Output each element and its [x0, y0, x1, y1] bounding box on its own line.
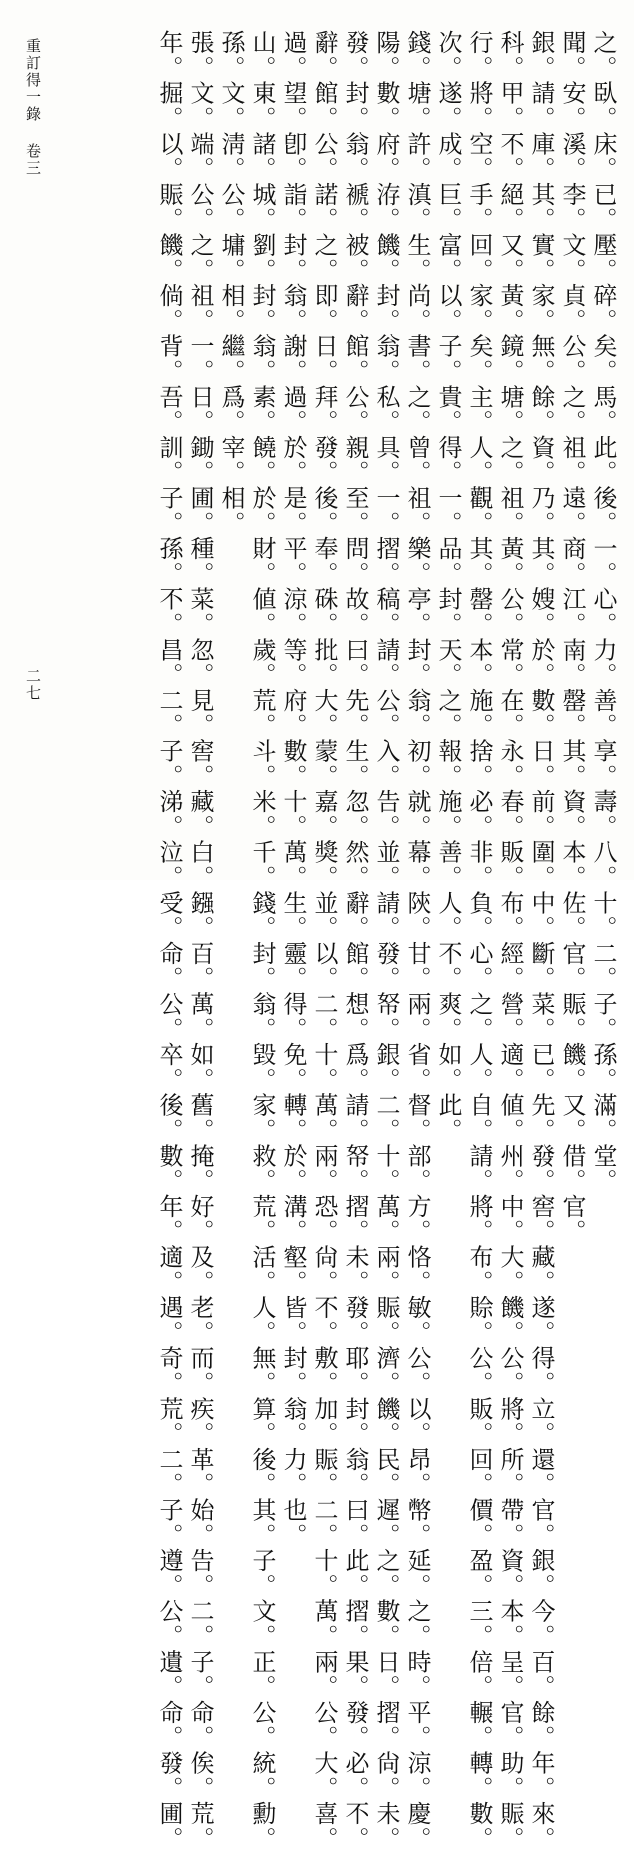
text-column: 之。臥。床。已。壓。碎。矣。馬。此。後。一。心。力。善。享。壽。八。十。二。子。孫。滿。堂。 [589, 30, 617, 1194]
text-column: 張。文。端。公。之。祖。一。日。鋤。圃。種。菜。忽。見。窖。藏。白。鏹。百。萬。如。舊。掩。好。及。老。而。疾。革。始。告。二。子。命。俟。荒。 [186, 30, 214, 1852]
text-column: 發。封。翁。褫。被。辭。館。公。親。至。問。故。曰。先。生。忽。然。辭。館。想。爲。請。帑。摺。未。發。耶。封。翁。曰。此。摺。果。發。必。不。 [341, 30, 369, 1852]
running-title: 重訂得一錄 卷三 [24, 38, 42, 177]
text-column: 錢。塘。許。滇。生。尚。書。之。曾。祖。樂。亭。封。翁。初。就。幕。陝。甘。兩。省。督。部。方。恪。敏。公。以。昂。幣。延。之。時。平。涼。慶。 [403, 30, 431, 1852]
text-column: 孫。文。淸。公。墉。相。繼。爲。宰。相。 [217, 30, 245, 536]
text-column: 銀。請。庫。其。實。家。無。餘。資。乃。其。嫂。於。數。日。前。圍。中。斷。菜。已。先。發。窖。藏。遂。得。立。還。官。銀。今。百。餘。年。來。 [527, 30, 555, 1852]
text-column: 過。望。卽。詣。封。翁。謝。過。於。是。平。涼。等。府。數。十。萬。生。靈。得。免。轉。於。溝。壑。皆。封。翁。力。也。 [279, 30, 307, 1548]
text-column: 陽。數。府。洊。饑。封。翁。私。具。一。摺。稿。請。公。入。告。並。請。發。帑。銀。二。十。萬。兩。賑。濟。饑。民。遲。之。數。日。摺。尙。未。 [372, 30, 400, 1852]
text-column: 辭。館。公。諾。之。即。日。拜。發。後。奉。硃。批。大。蒙。嘉。獎。並。以。二。十。萬。兩。恐。尙。不。敷。加。賑。二。十。萬。兩。公。大。喜。 [310, 30, 338, 1852]
text-column: 年。掘。以。賑。饑。倘。背。吾。訓。子。孫。不。昌。二。子。涕。泣。受。命。公。卒。後。數。年。適。遇。奇。荒。二。子。遵。公。遺。命。發。圃。 [155, 30, 183, 1852]
text-column: 科。甲。不。絕。又。黃。鏡。塘。之。祖。黃。公。常。在。永。春。販。布。經。營。適。値。州。中。大。饑。公。將。所。帶。資。本。呈。官。助。賑。 [496, 30, 524, 1852]
text-column: 次。遂。成。巨。富。以。子。貴。得。一。品。封。天。之。報。施。善。人。不。爽。如。此。 [434, 30, 462, 1144]
text-column: 聞。安。溪。李。文。貞。公。之。祖。遠。商。江。南。罄。其。資。本。佐。官。賑。饑。又。借。官。 [558, 30, 586, 1245]
text-column: 行。將。空。手。回。家。矣。主。人。觀。其。罄。本。施。捨。必。非。負。心。之。人。自。請。將。布。賒。公。販。回。價。盈。三。倍。輾。轉。數。 [465, 30, 493, 1852]
text-column: 山。東。諸。城。劉。封。翁。素。饒。於。財。値。歲。荒。斗。米。千。錢。封。翁。毀。家。救。荒。活。人。無。算。後。其。子。文。正。公。統。勳。 [248, 30, 276, 1852]
main-text-block [153, 30, 618, 1852]
page-number: 二七 [24, 668, 42, 702]
